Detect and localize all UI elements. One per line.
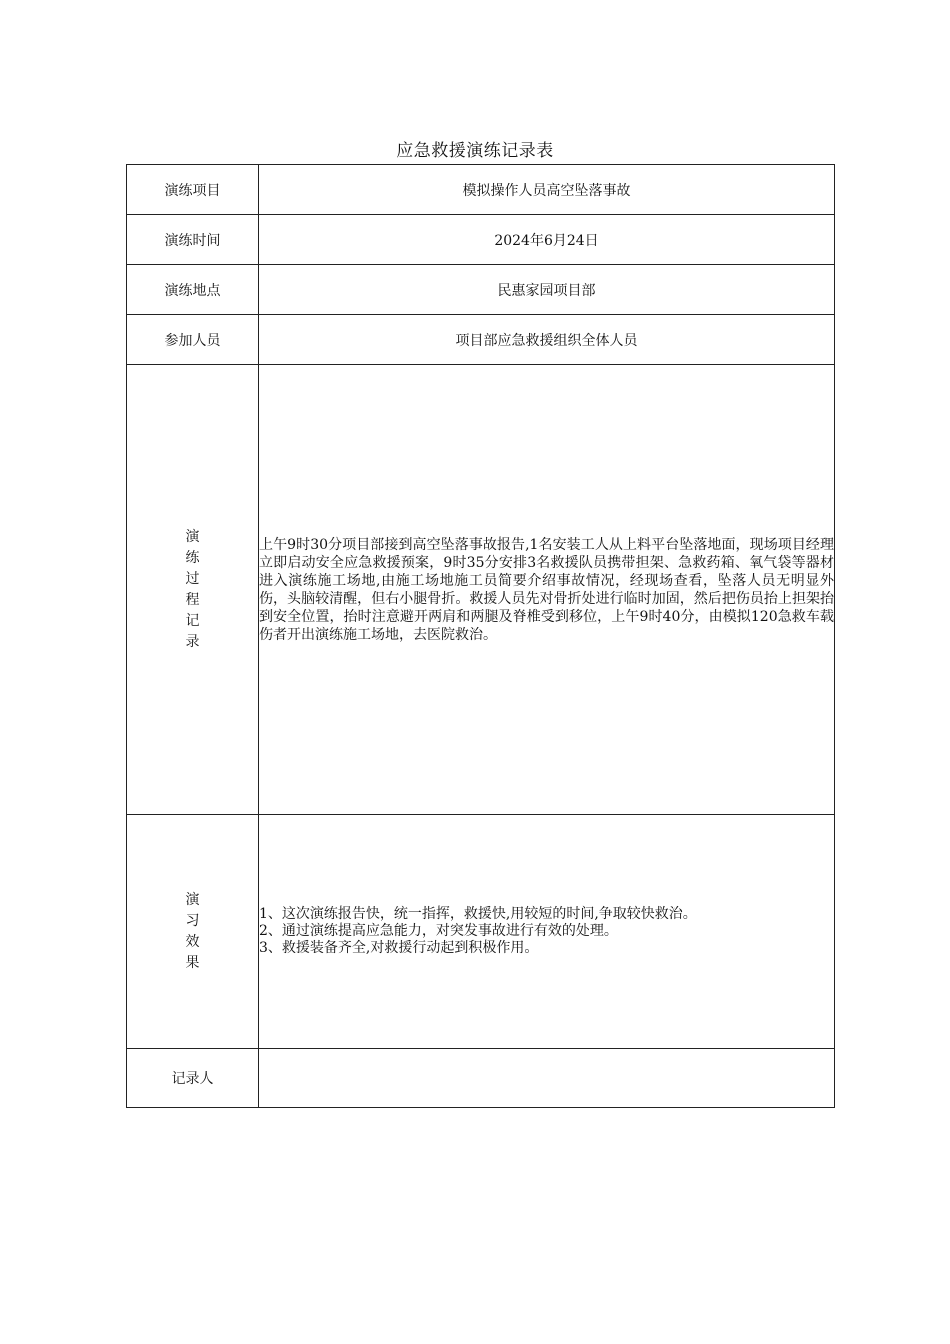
row-recorder	[127, 1049, 835, 1108]
time-value: 2024年6月24日	[259, 215, 835, 265]
row-process	[127, 365, 835, 815]
time-label: 演练时间	[127, 215, 259, 265]
row-time	[127, 215, 835, 265]
row-project	[127, 165, 835, 215]
effect-item: 3、救援装备齐全,对救援行动起到积极作用。	[259, 940, 539, 956]
location-value: 民惠家园项目部	[259, 265, 835, 315]
process-label-cell	[127, 365, 259, 815]
effect-list	[259, 815, 835, 1049]
recorder-label: 记录人	[127, 1049, 259, 1108]
effect-label: 演习效果	[185, 891, 200, 971]
participants-label: 参加人员	[127, 315, 259, 365]
effect-item: 2、通过演练提高应急能力，对突发事故进行有效的处理。	[259, 923, 618, 939]
participants-value: 项目部应急救援组织全体人员	[259, 315, 835, 365]
location-label: 演练地点	[127, 265, 259, 315]
process-text: 上午9时30分项目部接到高空坠落事故报告,1名安装工人从上料平台坠落地面，现场项目经理立即启动安全应急救援预案，9时35分安排3名救援队员携带担架、急救药箱、氧气袋等器材进入演练施工场地,由施工场地施工员简要介绍事故情况，经现场查看，坠落人员无明显外伤，头脑较清醒，但右小腿骨折。救援人员先对骨折处进行临时加固，然后把伤员抬上担架抬到安全位置，抬时注意避开两肩和两腿及脊椎受到移位，上午9时40分，由模拟120急救车载伤者开出演练施工场地，去医院救治。	[259, 365, 835, 815]
row-effect	[127, 815, 835, 1049]
drill-record-table	[126, 164, 835, 1108]
row-participants	[127, 315, 835, 365]
row-location	[127, 265, 835, 315]
process-label: 演练过程记录	[185, 528, 200, 650]
effect-item: 1、这次演练报告快，统一指挥，救援快,用较短的时间,争取较快救治。	[259, 906, 697, 922]
project-value: 模拟操作人员高空坠落事故	[259, 165, 835, 215]
page-title: 应急救援演练记录表	[396, 141, 554, 161]
recorder-value	[259, 1049, 835, 1108]
project-label: 演练项目	[127, 165, 259, 215]
effect-label-cell	[127, 815, 259, 1049]
